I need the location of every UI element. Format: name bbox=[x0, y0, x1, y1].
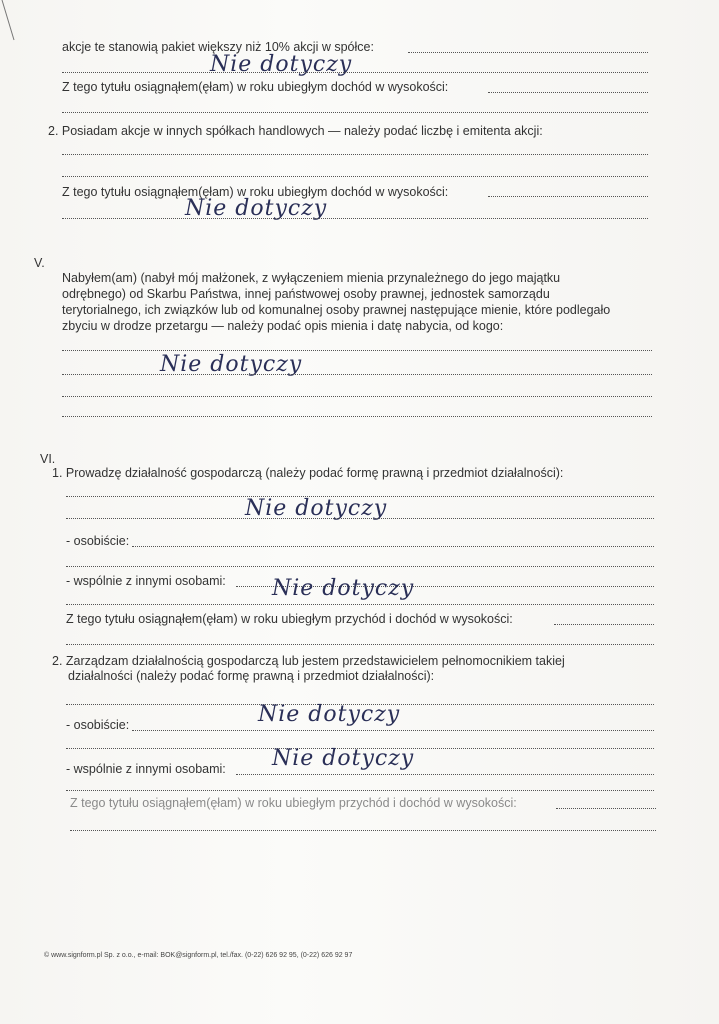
answer-line bbox=[132, 730, 654, 731]
answer-line bbox=[62, 218, 648, 219]
answer-line bbox=[62, 154, 648, 155]
answer-line bbox=[556, 808, 656, 809]
page-crease-mark bbox=[0, 0, 30, 60]
jointly-label-2: - wspólnie z innymi osobami: bbox=[66, 762, 226, 776]
item2-manage-label-line1: 2. Zarządzam działalnością gospodarczą lub jestem przedstawicielem pełnomocnikiem takiej bbox=[52, 654, 565, 668]
handwriting-answer: Nie dotyczy bbox=[160, 352, 303, 377]
answer-line bbox=[66, 518, 654, 519]
answer-line bbox=[62, 72, 648, 73]
personally-label-2: - osobiście: bbox=[66, 718, 130, 732]
answer-line bbox=[62, 396, 652, 397]
shares-over-10-label: akcje te stanowią pakiet większy niż 10% akcji w spółce: bbox=[62, 40, 374, 54]
answer-line bbox=[408, 52, 648, 53]
item2-shares-label: 2. Posiadam akcje w innych spółkach handlowych — należy podać liczbę i emitenta akcji: bbox=[48, 124, 543, 138]
answer-line bbox=[62, 374, 652, 375]
answer-line bbox=[488, 92, 648, 93]
answer-line bbox=[62, 176, 648, 177]
answer-line bbox=[62, 416, 652, 417]
jointly-label-1: - wspólnie z innymi osobami: bbox=[66, 574, 226, 588]
item1-business-label: 1. Prowadzę działalność gospodarczą (należy podać formę prawną i przedmiot działalności): bbox=[52, 466, 564, 480]
answer-line bbox=[66, 566, 654, 567]
answer-line bbox=[554, 624, 654, 625]
handwriting-answer: Nie dotyczy bbox=[185, 196, 328, 221]
personally-label-1: - osobiście: bbox=[66, 534, 130, 548]
answer-line bbox=[62, 350, 652, 351]
income-label-2: Z tego tytułu osiągnąłem(ęłam) w roku ubiegłym dochód w wysokości: bbox=[62, 185, 449, 199]
section-vi-heading: VI. bbox=[40, 452, 56, 466]
item2-manage-label-line2: działalności (należy podać formę prawną i przedmiot działalności): bbox=[68, 669, 435, 683]
answer-line bbox=[488, 196, 648, 197]
answer-line bbox=[132, 546, 654, 547]
income-label-4: Z tego tytułu osiągnąłem(ęłam) w roku ubiegłym przychód i dochód w wysokości: bbox=[70, 796, 517, 810]
handwriting-answer: Nie dotyczy bbox=[258, 702, 401, 727]
handwriting-answer: Nie dotyczy bbox=[272, 746, 415, 771]
answer-line bbox=[62, 112, 648, 113]
income-label-1: Z tego tytułu osiągnąłem(ęłam) w roku ubiegłym dochód w wysokości: bbox=[62, 80, 449, 94]
answer-line bbox=[70, 830, 656, 831]
answer-line bbox=[66, 790, 654, 791]
answer-line bbox=[236, 774, 654, 775]
handwriting-answer: Nie dotyczy bbox=[272, 576, 415, 601]
handwriting-answer: Nie dotyczy bbox=[210, 52, 353, 77]
answer-line bbox=[66, 644, 654, 645]
section-v-paragraph: Nabyłem(am) (nabył mój małżonek, z wyłączeniem mienia przynależnego do jego majątku odrębnego) od Skarbu Państwa, innej państwowej osoby prawnej, jednostek samorządu terytorialnego, ich związków lub od komunalnej osoby prawnej następujące mienie, które podlegało zbyciu w drodze przetargu — należy podać opis mienia i datę nabycia, od kogo: bbox=[62, 271, 611, 333]
footer-imprint: © www.signform.pl Sp. z o.o., e-mail: BOK@signform.pl, tel./fax. (0-22) 626 92 95, (0-22) 626 92 97 bbox=[44, 952, 353, 959]
handwriting-answer: Nie dotyczy bbox=[245, 496, 388, 521]
section-v-heading: V. bbox=[34, 256, 45, 270]
income-label-3: Z tego tytułu osiągnąłem(ęłam) w roku ubiegłym przychód i dochód w wysokości: bbox=[66, 612, 513, 626]
answer-line bbox=[66, 604, 654, 605]
